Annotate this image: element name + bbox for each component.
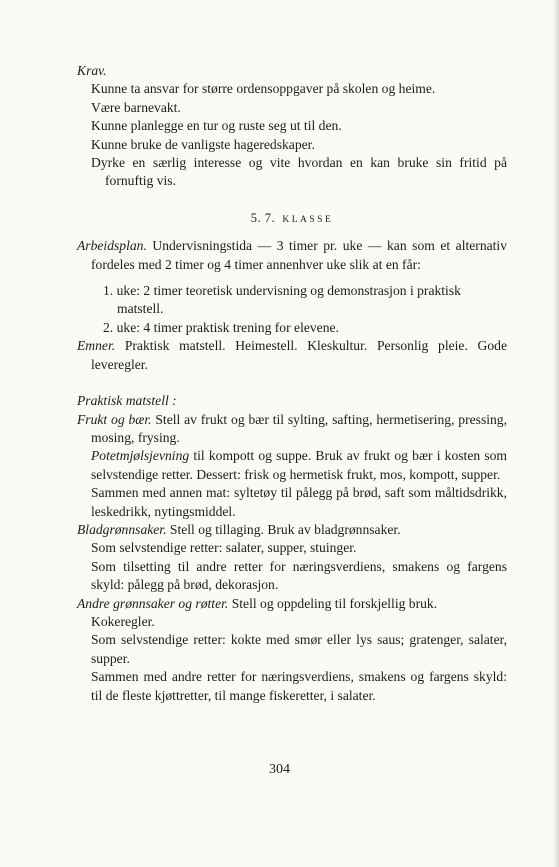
frukt-paragraph: Frukt og bær. Stell av frukt og bær til sylting, safting, hermetisering, pressing, mosing, frysing. <box>77 411 508 445</box>
frukt-subparagraphs <box>77 447 507 521</box>
krav-heading: Krav. <box>77 63 107 78</box>
page-text <box>77 62 507 705</box>
week-item: 1. uke: 2 timer teoretisk undervisning og demonstrasjon i praktisk matstell. <box>103 283 461 317</box>
krav-line: Kunne ta ansvar for større ordensoppgaver på skolen og heime. <box>91 81 436 97</box>
andre-sammen: Sammen med andre retter for næringsverdiens, smakens og fargens skyld: til de fleste kjøttretter, til mange fiskeretter, i salater. <box>91 669 507 703</box>
andre-subparagraphs <box>77 613 507 705</box>
krav-line: Kunne planlegge en tur og ruste seg ut til den. <box>91 118 342 134</box>
page-number: 304 <box>269 762 290 777</box>
week-item: 2. uke: 4 timer praktisk trening for elevene. <box>103 319 339 335</box>
praktisk-heading: Praktisk matstell : <box>77 393 177 409</box>
blad-paragraph: Bladgrønnsaker. Stell og tillaging. Bruk av bladgrønnsaker. <box>77 521 401 537</box>
krav-line: Kunne bruke de vanligste hageredskaper. <box>91 136 315 152</box>
class-heading: 5. 7. KLASSE <box>250 210 334 225</box>
krav-line: Være barnevakt. <box>91 99 181 115</box>
blad-selv: Som selvstendige retter: salater, supper, stuinger. <box>91 540 357 556</box>
krav-list <box>77 80 507 190</box>
blad-subparagraphs <box>77 539 507 594</box>
blad-tilsetting: Som tilsetting til andre retter for næringsverdiens, smakens og fargens skyld: pålegg på brød, dekorasjon. <box>91 558 507 593</box>
arbeidsplan-paragraph: Arbeidsplan. Undervisningstida — 3 timer pr. uke — kan som et alternativ fordeles med 2 timer og 4 timer annenhver uke slik at en får: <box>77 238 507 272</box>
andre-paragraph: Andre grønnsaker og røtter. Stell og oppdeling til forskjellig bruk. <box>77 595 438 611</box>
krav-line: Dyrke en særlig interesse og vite hvordan en kan bruke sin fritid på fornuftig vis. <box>91 155 507 189</box>
andre-selv: Som selvstendige retter: kokte med smør eller lys saus; gratenger, salater, supper. <box>91 632 507 666</box>
andre-koke: Kokeregler. <box>91 613 155 629</box>
potet-paragraph: Potetmjølsjevning til kompott og suppe. Bruk av frukt og bær i kosten som selvstendige retter. Dessert: frisk og hermetisk frukt, mos, kompott, supper. <box>91 448 507 482</box>
emner-paragraph: Emner. Praktisk matstell. Heimestell. Kleskultur. Personlig pleie. Gode leveregler. <box>77 338 507 372</box>
frukt-sammen: Sammen med annen mat: syltetøy til pålegg på brød, saft som måltidsdrikk, leskedrikk, nytingsmiddel. <box>91 485 507 519</box>
page-edge <box>553 0 559 867</box>
